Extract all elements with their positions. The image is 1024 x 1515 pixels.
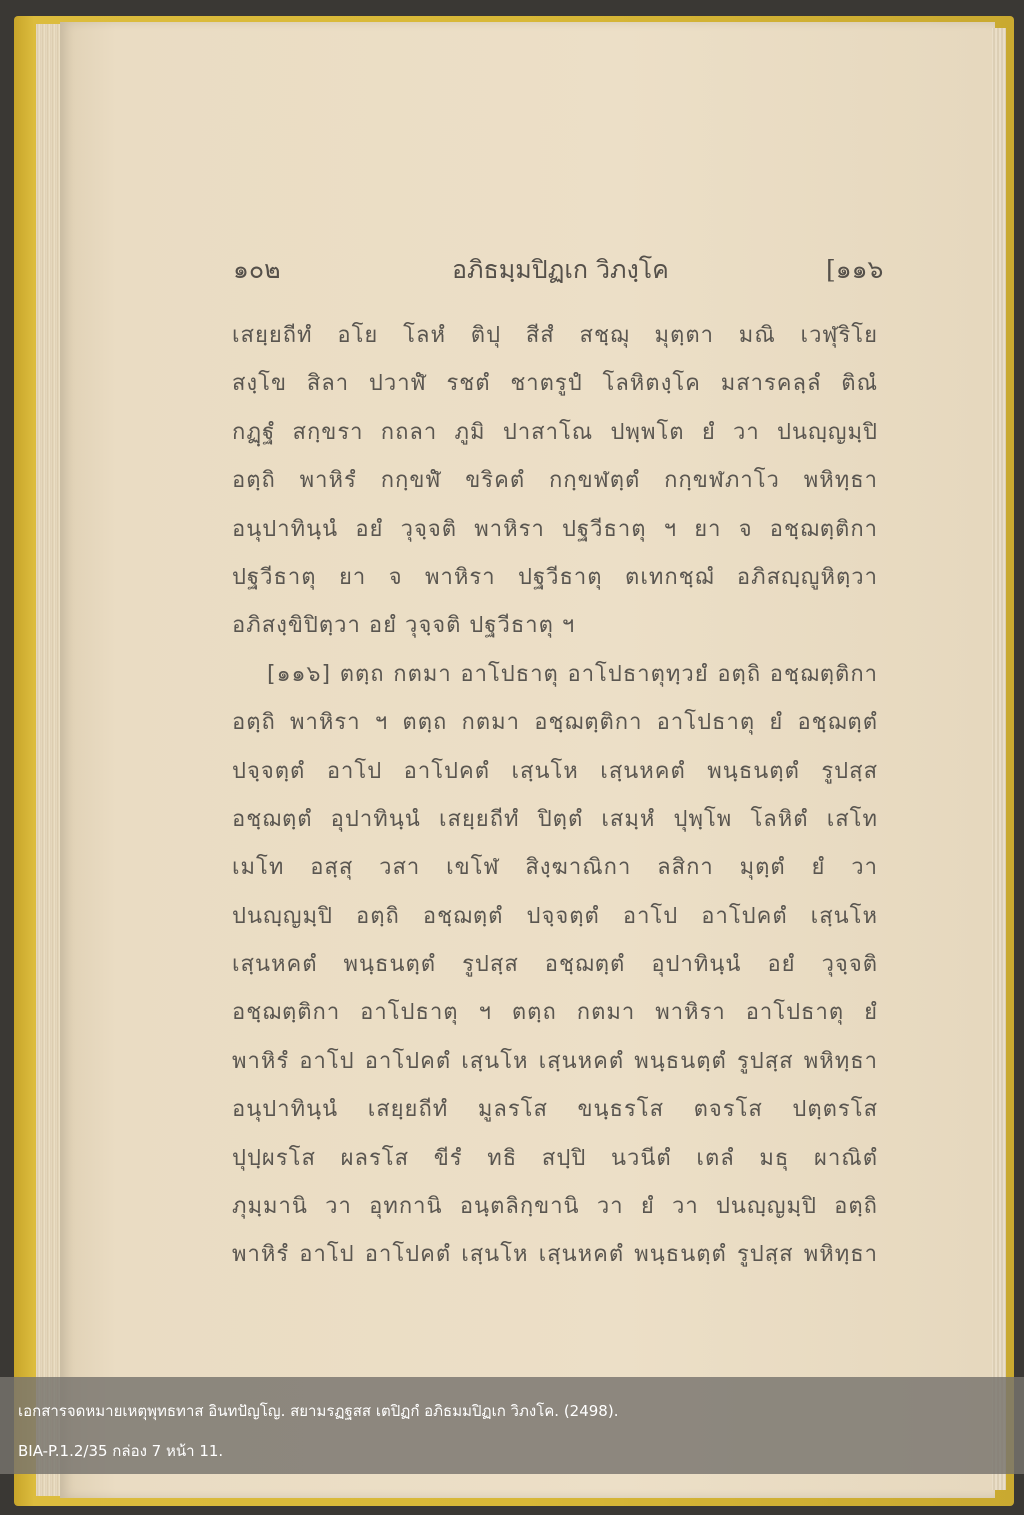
- text-line: เสยฺยถีทํ อโย โลหํ ติปุ สีสํ สชฺฌุ มุตฺตา มณิ เวฬุริโย: [232, 323, 878, 348]
- page-number: ๑๐๒: [233, 255, 281, 284]
- body-text: [232, 312, 878, 1280]
- text-line: อตฺถิ พาหิรา ฯ ตตฺถ กตมา อชฺฌตฺติกา อาโปธาตุ ยํ อชฺฌตฺตํ: [232, 710, 878, 736]
- running-title: อภิธมฺมปิฏเก วิภงฺโค: [452, 255, 669, 284]
- text-line: อภิสงฺขิปิตฺวา อยํ วุจฺจติ ปฐวีธาตุ ฯ: [232, 613, 576, 639]
- text-line: อชฺฌตฺติกา อาโปธาตุ ฯ ตตฺถ กตมา พาหิรา อาโปธาตุ ยํ: [232, 1000, 878, 1026]
- page-edges-right: [992, 28, 1006, 1490]
- text-line: [๑๑๖] ตตฺถ กตมา อาโปธาตุ อาโปธาตุทฺวยํ อตฺถิ อชฺฌตฺติกา: [267, 661, 878, 687]
- archive-caption: [0, 1377, 1024, 1474]
- text-line: อตฺถิ พาหิรํ กกฺขฬํ ขริคตํ กกฺขฬตฺตํ กกฺขฬภาโว พหิทฺธา: [232, 468, 878, 494]
- text-line: เมโท อสฺสุ วสา เขโฬ สิงฺฆาณิกา ลสิกา มุตฺตํ ยํ วา: [232, 855, 878, 881]
- text-line: กฏฺฐํ สกฺขรา กถลา ภูมิ ปาสาโณ ปพฺพโต ยํ วา ปนญฺญมฺปิ: [232, 419, 878, 445]
- text-line: อชฺฌตฺตํ อุปาทินฺนํ เสยฺยถีทํ ปิตฺตํ เสมฺหํ ปุพฺโพ โลหิตํ เสโท: [232, 806, 878, 832]
- text-line: ปจฺจตฺตํ อาโป อาโปคตํ เสฺนโห เสฺนหคตํ พนฺธนตฺตํ รูปสฺส: [232, 758, 878, 784]
- text-line: ปนญฺญมฺปิ อตฺถิ อชฺฌตฺตํ ปจฺจตฺตํ อาโป อาโปคตํ เสฺนโห: [232, 903, 878, 929]
- text-line: สงฺโข สิลา ปวาฬํ รชตํ ชาตรูปํ โลหิตงฺโค มสารคลฺลํ ติณํ: [232, 371, 878, 397]
- text-line: พาหิรํ อาโป อาโปคตํ เสฺนโห เสฺนหคตํ พนฺธนตฺตํ รูปสฺส พหิทฺธา: [232, 1048, 878, 1074]
- text-line: ปฐวีธาตุ ยา จ พาหิรา ปฐวีธาตุ ตเทกชฺฌํ อภิสญฺญูหิตฺวา: [232, 564, 878, 590]
- text-line: พาหิรํ อาโป อาโปคตํ เสฺนโห เสฺนหคตํ พนฺธนตฺตํ รูปสฺส พหิทฺธา: [232, 1242, 878, 1268]
- text-line: อนุปาทินฺนํ อยํ วุจฺจติ พาหิรา ปฐวีธาตุ ฯ ยา จ อชฺฌตฺติกา: [232, 516, 878, 542]
- text-line: ภุมฺมานิ วา อุทกานิ อนฺตลิกฺขานิ วา ยํ วา ปนญฺญมฺปิ อตฺถิ: [232, 1194, 878, 1220]
- section-marker: [๑๑๖: [826, 255, 884, 284]
- text-line: ปุปฺผรโส ผลรโส ขีรํ ทธิ สปฺปิ นวนีตํ เตลํ มธุ ผาณิตํ: [232, 1145, 878, 1171]
- text-line: อนุปาทินฺนํ เสยฺยถีทํ มูลรโส ขนฺธรโส ตจรโส ปตฺตรโส: [232, 1097, 878, 1123]
- running-header: [0, 250, 1024, 284]
- text-line: เสฺนหคตํ พนฺธนตฺตํ รูปสฺส อชฺฌตฺตํ อุปาทินฺนํ อยํ วุจฺจติ: [232, 952, 878, 978]
- caption-citation: เอกสารจดหมายเหตุพุทธทาส อินทปัญโญ. สยามรฏฐสส เตปิฏกํ อภิธมมปิฏเก วิภงโค. (2498).: [18, 1402, 619, 1420]
- caption-reference: BIA-P.1.2/35 กล่อง 7 หน้า 11.: [18, 1442, 224, 1460]
